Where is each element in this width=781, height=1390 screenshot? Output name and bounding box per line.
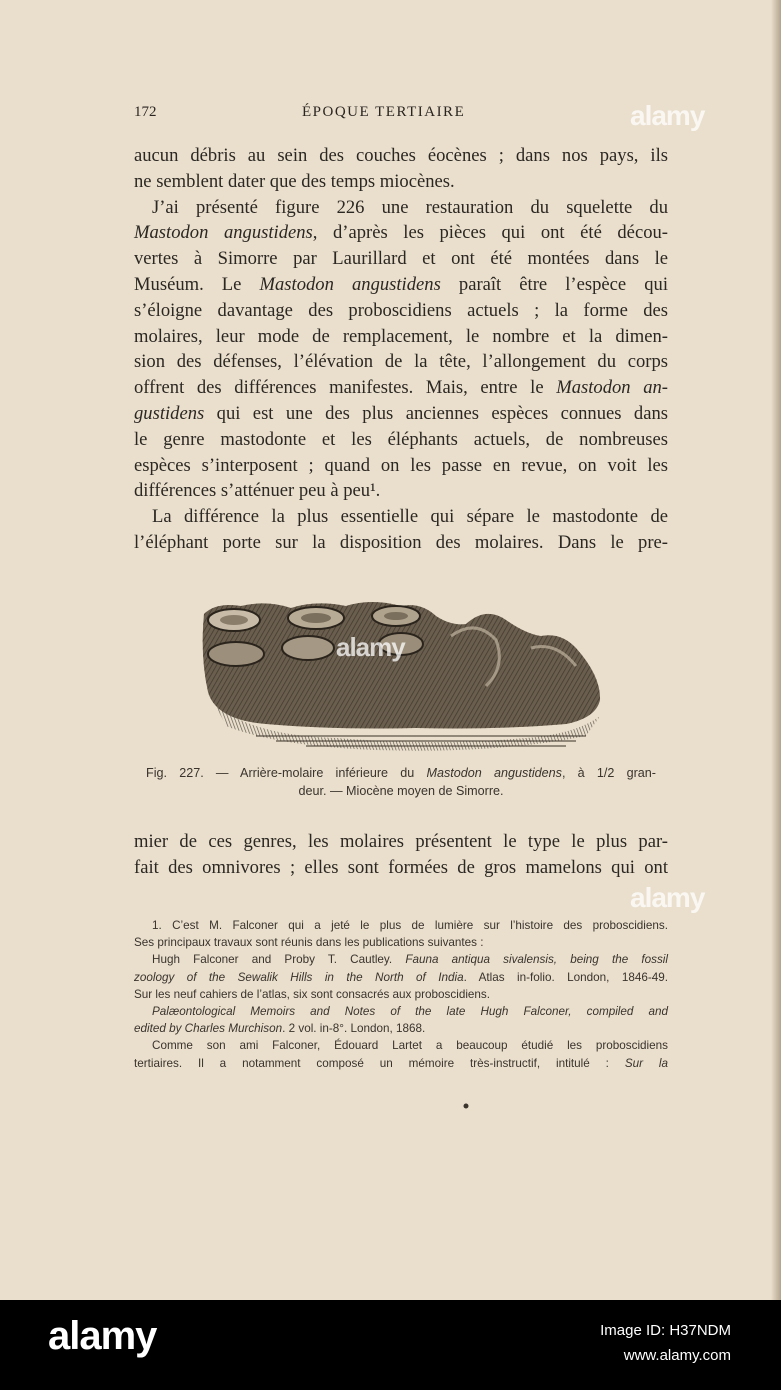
page-ornament-dot xyxy=(462,1102,470,1110)
citation-title: Sur la xyxy=(624,1056,668,1070)
watermark-text: alamy xyxy=(630,882,705,913)
footnote-line: tertiaires. Il a notamment composé un mémoire très-instructif, intitulé : Sur la xyxy=(134,1056,668,1070)
running-head: ÉPOQUE TERTIAIRE xyxy=(302,104,466,120)
text-line: gustidens qui est une des plus anciennes espèces connues dans xyxy=(134,402,668,424)
species-name: Mastodon angustidens xyxy=(426,766,562,780)
text-line: vertes à Simorre par Laurillard et ont été montées dans le xyxy=(134,248,668,270)
body-text-top xyxy=(134,143,668,556)
species-name: Mastodon angustidens xyxy=(259,273,441,295)
watermark-text: alamy xyxy=(630,100,705,131)
text-line: Muséum. Le Mastodon angustidens paraît être l’espèce qui xyxy=(134,273,668,295)
footnote-line: Hugh Falconer and Proby T. Cautley. Fauna antiqua sivalensis, being the fossil xyxy=(152,953,668,967)
text-line: fait des omnivores ; elles sont formées de gros mamelons qui ont xyxy=(134,856,668,878)
site-url: www.alamy.com xyxy=(623,1347,731,1364)
image-id-label: Image ID: H37NDM xyxy=(600,1322,731,1339)
text-line: aucun débris au sein des couches éocènes ; dans nos pays, ils xyxy=(134,145,668,166)
species-name: Mastodon an- xyxy=(556,377,669,399)
text-line: mier de ces genres, les molaires présentent le type le plus par- xyxy=(134,831,668,852)
text-line: le genre mastodonte et les éléphants actuels, de nombreuses xyxy=(134,428,668,450)
citation-title: edited by Charles Murchison xyxy=(134,1022,283,1036)
text-line: espèces s’interposent ; quand on les passe en revue, on voit les xyxy=(134,454,668,476)
body-text-bottom xyxy=(134,829,668,881)
citation-title: Palæontological Memoirs and Notes of the late Hugh Falconer, compiled and xyxy=(152,1004,668,1018)
figure-caption xyxy=(146,764,656,800)
footnote-line: edited by Charles Murchison. 2 vol. in-8°. London, 1868. xyxy=(134,1022,426,1036)
text-line: ne semblent dater que des temps miocènes. xyxy=(134,170,455,192)
text-line: J’ai présenté figure 226 une restauration du squelette du xyxy=(152,196,668,218)
footnote-line: Comme son ami Falconer, Édouard Lartet a beaucoup étudié les proboscidiens xyxy=(152,1039,668,1053)
citation-title: Fauna antiqua sivalensis, being the fossil xyxy=(405,953,668,967)
footnote-line: zoology of the Sewalik Hills in the North of India. Atlas in-folio. London, 1846-49. xyxy=(134,970,668,984)
citation-title: zoology of the Sewalik Hills in the North of India xyxy=(134,970,464,984)
caption-line: Fig. 227. — Arrière-molaire inférieure du Mastodon angustidens, à 1/2 gran- xyxy=(146,766,656,780)
text-line: sion des défenses, l’élévation de la tête, l’allongement du corps xyxy=(134,351,668,373)
page-number: 172 xyxy=(134,104,157,120)
species-name: gustidens xyxy=(134,402,205,424)
text-line: Mastodon angustidens, d’après les pièces qui ont été décou- xyxy=(134,222,668,244)
caption-line: deur. — Miocène moyen de Simorre. xyxy=(298,784,504,798)
text-line: offrent des différences manifestes. Mais, entre le Mastodon an- xyxy=(134,377,669,399)
molar-engraving-illustration xyxy=(196,596,606,756)
footnote-line: 1. C’est M. Falconer qui a jeté le plus de lumière sur l’histoire des proboscidiens. xyxy=(152,919,668,932)
watermark-text: alamy xyxy=(336,632,405,662)
text-line: molaires, leur mode de remplacement, le nombre et la dimen- xyxy=(134,325,668,347)
text-line: s’éloigne davantage des proboscidiens actuels ; la forme des xyxy=(134,299,668,321)
text-line: l’éléphant porte sur la disposition des molaires. Dans le pre- xyxy=(134,531,668,553)
footnote-line: Sur les neuf cahiers de l’atlas, six sont consacrés aux proboscidiens. xyxy=(134,987,491,1001)
text-line: différences s’atténuer peu à peu¹. xyxy=(134,480,381,502)
alamy-logo: alamy xyxy=(48,1314,157,1358)
footnote-line: Ses principaux travaux sont réunis dans les publications suivantes : xyxy=(134,936,484,950)
footnote xyxy=(134,917,668,1072)
text-line: La différence la plus essentielle qui sépare le mastodonte de xyxy=(152,506,668,528)
species-name: Mastodon angustidens xyxy=(134,222,313,244)
footnote-line xyxy=(134,1003,668,1020)
